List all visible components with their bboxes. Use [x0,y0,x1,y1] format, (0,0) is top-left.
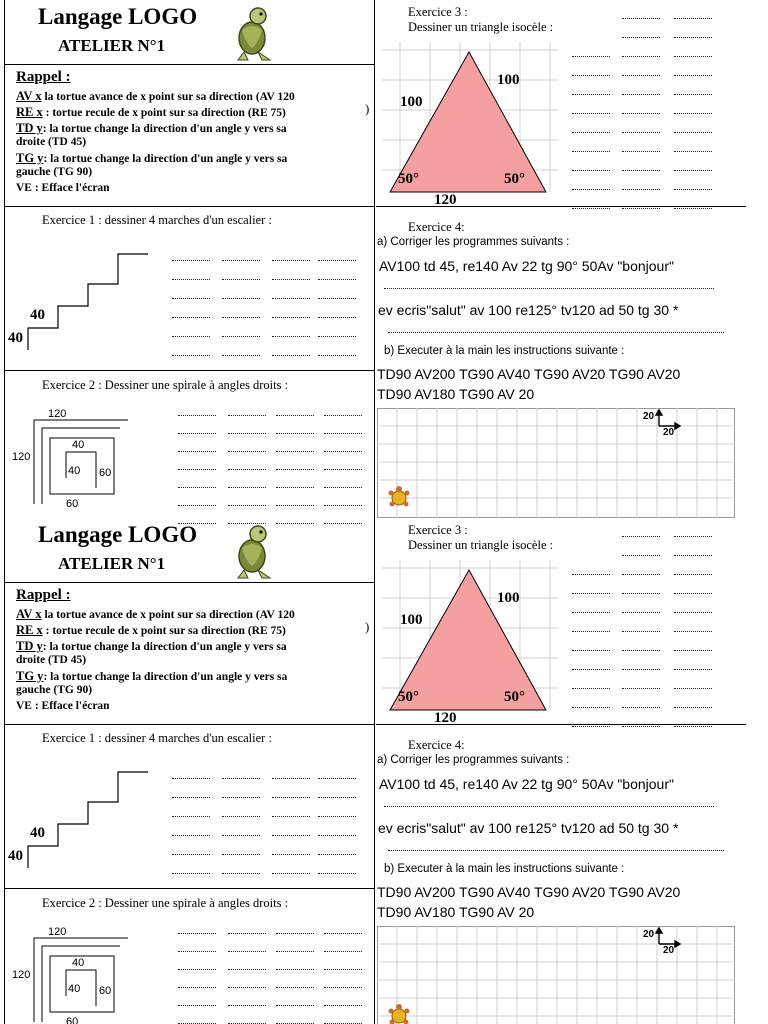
stair-height-label: 40 [8,330,23,346]
triangle-base: 120 [434,710,457,726]
spiral-label-left: 120 [12,451,31,463]
answer-lines[interactable] [324,916,362,1024]
program-to-correct-1: AV100 td 45, re140 Av 22 tg 90° 50Av "bonjour" [379,258,674,274]
answer-line[interactable] [384,288,714,289]
spiral-label-inner-top: 40 [72,957,85,969]
scale-label-vertical: 20 [643,411,655,422]
spiral-label-left: 120 [12,969,31,981]
triangle-side-right: 100 [497,590,520,606]
triangle-angle-right: 50° [504,171,525,187]
answer-lines[interactable] [272,242,310,356]
spiral-label-bottom: 60 [66,1016,79,1024]
worksheet-copy-2 [0,518,768,1024]
turtle-mascot-icon [228,4,278,62]
rappel-line: droite (TD 45) [16,654,87,666]
worksheet-subtitle: ATELIER N°1 [58,554,166,573]
spiral-label-bottom: 60 [66,498,79,510]
program-to-correct-2: ev ecris"salut" av 100 re125° tv120 ad 50 tg 30 * [378,302,679,318]
rappel-line: TD y: la tortue change la direction d'un angle y vers sa [16,121,287,135]
answer-lines[interactable] [172,242,210,356]
stair-step-label: 40 [30,307,45,323]
spiral-label-inner-mid: 40 [68,465,81,477]
spiral-label-right: 60 [99,467,112,479]
answer-lines[interactable] [674,518,712,727]
program-to-correct-1: AV100 td 45, re140 Av 22 tg 90° 50Av "bonjour" [379,776,674,792]
rappel-line: gauche (TG 90) [16,684,93,696]
exercise-4-part-a: a) Corriger les programmes suivants : [377,754,570,766]
triangle-angle-left: 50° [398,689,419,705]
answer-lines[interactable] [178,916,216,1024]
rappel-line: VE : Efface l'écran [16,182,110,194]
spiral-label-right: 60 [99,985,112,997]
triangle-side-right: 100 [497,72,520,88]
rappel-line: AV x la tortue avance de x point sur sa direction (AV 120 [16,89,295,103]
triangle-side-left: 100 [400,94,423,110]
spiral-label-inner-top: 40 [72,439,85,451]
answer-line[interactable] [388,850,724,851]
staircase-diagram [8,768,158,878]
answer-lines[interactable] [222,242,260,356]
answer-lines[interactable] [222,760,260,874]
answer-lines[interactable] [318,242,356,356]
worksheet-subtitle: ATELIER N°1 [58,36,166,55]
triangle-side-left: 100 [400,612,423,628]
spiral-label-top: 120 [48,926,67,938]
spiral-diagram [28,930,138,1024]
rappel-line: AV x la tortue avance de x point sur sa direction (AV 120 [16,607,295,621]
rappel-line: TG y: la tortue change la direction d'un angle y vers sa [16,151,288,165]
triangle-angle-left: 50° [398,171,419,187]
exercise-1-title: Exercice 1 : dessiner 4 marches d'un escalier : [42,731,272,745]
answer-lines[interactable] [674,0,712,209]
exercise-4-part-b: b) Executer à la main les instructions suivante : [384,863,625,875]
rappel-title: Rappel : [16,69,71,85]
exercise-2-title: Exercice 2 : Dessiner une spirale à angles droits : [42,896,289,910]
program-to-correct-2: ev ecris"salut" av 100 re125° tv120 ad 50 tg 30 * [378,820,679,836]
scale-label-horizontal: 20 [663,945,675,956]
answer-lines[interactable] [276,916,314,1024]
rappel-line: TG y: la tortue change la direction d'un angle y vers sa [16,669,288,683]
rappel-line: RE x : tortue recule de x point sur sa direction (RE 75) [16,623,286,637]
stair-step-label: 40 [30,825,45,841]
exercise-3-title: Exercice 3 : [408,5,468,19]
staircase-diagram [8,250,158,360]
spiral-label-inner-mid: 40 [68,983,81,995]
answer-lines[interactable] [172,760,210,874]
rappel-line: VE : Efface l'écran [16,700,110,712]
worksheet-title: Langage LOGO [38,4,198,29]
answer-line[interactable] [384,806,714,807]
exercise-3-instruction: Dessiner un triangle isocèle : [408,20,554,34]
drawing-grid[interactable] [377,926,735,1024]
triangle-base: 120 [434,192,457,208]
exercise-3-instruction: Dessiner un triangle isocèle : [408,538,554,552]
rappel-line: TD y: la tortue change la direction d'un angle y vers sa [16,639,287,653]
exercise-4-part-a: a) Corriger les programmes suivants : [377,236,570,248]
rappel-stray-paren: ) [365,619,370,634]
rappel-line: RE x : tortue recule de x point sur sa direction (RE 75) [16,105,286,119]
instructions-line-2: TD90 AV180 TG90 AV 20 [377,386,535,402]
answer-lines[interactable] [272,760,310,874]
stair-height-label: 40 [8,848,23,864]
exercise-3-title: Exercice 3 : [408,523,468,537]
instructions-line-2: TD90 AV180 TG90 AV 20 [377,904,535,920]
instructions-line-1: TD90 AV200 TG90 AV40 TG90 AV20 TG90 AV20 [377,366,681,382]
exercise-4-title: Exercice 4: [408,220,465,234]
worksheet-title: Langage LOGO [38,522,198,547]
answer-lines[interactable] [572,38,610,209]
answer-line[interactable] [388,332,724,333]
exercise-4-part-b: b) Executer à la main les instructions suivante : [384,345,625,357]
answer-lines[interactable] [622,518,660,727]
answer-lines[interactable] [572,556,610,727]
spiral-diagram [28,412,138,512]
exercise-2-title: Exercice 2 : Dessiner une spirale à angles droits : [42,378,289,392]
rappel-line: gauche (TG 90) [16,166,93,178]
rappel-title: Rappel : [16,587,71,603]
triangle-angle-right: 50° [504,689,525,705]
spiral-label-top: 120 [48,408,67,420]
answer-lines[interactable] [324,398,362,524]
answer-lines[interactable] [178,398,216,524]
answer-lines[interactable] [318,760,356,874]
rappel-stray-paren: ) [365,101,370,116]
scale-label-vertical: 20 [643,929,655,940]
instructions-line-1: TD90 AV200 TG90 AV40 TG90 AV20 TG90 AV20 [377,884,681,900]
answer-lines[interactable] [228,916,266,1024]
drawing-grid[interactable] [377,408,735,518]
scale-label-horizontal: 20 [663,427,675,438]
exercise-1-title: Exercice 1 : dessiner 4 marches d'un escalier : [42,213,272,227]
answer-lines[interactable] [622,0,660,209]
exercise-4-title: Exercice 4: [408,738,465,752]
answer-lines[interactable] [276,398,314,524]
turtle-mascot-icon [228,522,278,580]
answer-lines[interactable] [228,398,266,524]
rappel-line: droite (TD 45) [16,136,87,148]
